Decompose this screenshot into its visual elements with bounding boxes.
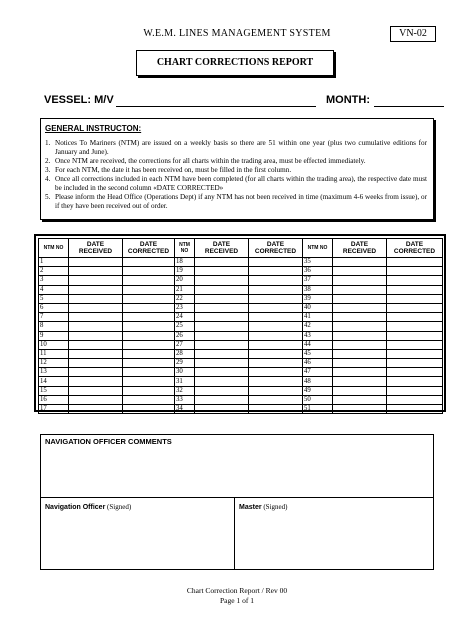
date-corrected-cell[interactable] [387, 322, 443, 331]
date-received-cell[interactable] [333, 322, 387, 331]
table-row [39, 395, 443, 404]
comments-signature-box [40, 434, 434, 570]
date-corrected-cell[interactable] [249, 405, 303, 414]
table-row [39, 258, 443, 267]
date-corrected-cell[interactable] [123, 331, 175, 340]
date-corrected-cell[interactable] [123, 313, 175, 322]
table-row [39, 313, 443, 322]
date-received-cell[interactable] [69, 377, 123, 386]
date-received-cell[interactable] [69, 405, 123, 414]
date-corrected-cell[interactable] [387, 267, 443, 276]
date-corrected-cell[interactable] [123, 322, 175, 331]
date-corrected-cell[interactable] [249, 267, 303, 276]
ntm-number-cell: 22 [175, 294, 195, 303]
date-received-cell[interactable] [333, 258, 387, 267]
date-received-cell[interactable] [69, 322, 123, 331]
table-row [39, 359, 443, 368]
ntm-number-cell: 32 [175, 386, 195, 395]
vessel-label: VESSEL: M/V [44, 94, 114, 106]
date-corrected-cell[interactable] [249, 331, 303, 340]
date-corrected-cell[interactable] [123, 386, 175, 395]
nav-officer-label: Navigation Officer [45, 504, 106, 511]
table-row [39, 405, 443, 414]
date-corrected-cell[interactable] [387, 395, 443, 404]
date-corrected-cell[interactable] [123, 285, 175, 294]
ntm-number-cell: 48 [303, 377, 333, 386]
signed-note: (Signed) [107, 503, 132, 511]
ntm-number-cell: 50 [303, 395, 333, 404]
date-received-cell[interactable] [195, 285, 249, 294]
ntm-number-cell: 4 [39, 285, 69, 294]
date-received-cell[interactable] [69, 303, 123, 312]
date-corrected-cell[interactable] [387, 359, 443, 368]
col-header-date-received: DATE RECEIVED [69, 239, 123, 258]
date-received-cell[interactable] [195, 368, 249, 377]
instructions-title: GENERAL INSTRUCTON: [45, 124, 142, 133]
page-footer [0, 586, 474, 606]
date-corrected-cell[interactable] [387, 331, 443, 340]
general-instructions-box: GENERAL INSTRUCTON: 1. Notices To Mariners (NTM) are issued on a weekly basis so there are 51 within one year (plus two cumulative editions for January and June). 2. Once NTM are received, the corrections for all charts within the trading area, must be effected immediately. 3. For each NTM, the date it has been received on, must be filled in the first column. 4. Once all corrections included in each NTM have been completed (for all charts within the trading area), the respective date must be included in the second column «DATE CORRECTED» 5. Please inform the Head Office (Operations Dept) if any NTM has not been received in time (maximum 4-6 weeks from issue), or if they have been received out of order. [40, 118, 434, 220]
date-corrected-cell[interactable] [123, 267, 175, 276]
date-received-cell[interactable] [333, 349, 387, 358]
table-row [39, 340, 443, 349]
ntm-number-cell: 51 [303, 405, 333, 414]
table-row [39, 276, 443, 285]
footer-doc-ref: Chart Correction Report / Rev 00 [186, 586, 288, 595]
date-received-cell[interactable] [195, 349, 249, 358]
ntm-number-cell: 27 [175, 340, 195, 349]
ntm-number-cell: 44 [303, 340, 333, 349]
date-received-cell[interactable] [333, 276, 387, 285]
ntm-number-cell: 13 [39, 368, 69, 377]
date-received-cell[interactable] [195, 386, 249, 395]
date-corrected-cell[interactable] [249, 285, 303, 294]
date-corrected-cell[interactable] [249, 313, 303, 322]
date-corrected-cell[interactable] [387, 405, 443, 414]
ntm-number-cell: 42 [303, 322, 333, 331]
date-received-cell[interactable] [195, 322, 249, 331]
table-row [39, 331, 443, 340]
date-received-cell[interactable] [333, 395, 387, 404]
date-corrected-cell[interactable] [123, 368, 175, 377]
ntm-number-cell: 3 [39, 276, 69, 285]
date-received-cell[interactable] [195, 405, 249, 414]
date-corrected-cell[interactable] [123, 349, 175, 358]
ntm-number-cell: 45 [303, 349, 333, 358]
ntm-number-cell: 20 [175, 276, 195, 285]
date-received-cell[interactable] [195, 276, 249, 285]
date-corrected-cell[interactable] [387, 303, 443, 312]
date-corrected-cell[interactable] [249, 258, 303, 267]
ntm-number-cell: 10 [39, 340, 69, 349]
date-corrected-cell[interactable] [249, 340, 303, 349]
master-signature[interactable] [239, 503, 287, 511]
comments-title: NAVIGATION OFFICER COMMENTS [45, 437, 172, 446]
date-corrected-cell[interactable] [123, 377, 175, 386]
ntm-number-cell: 40 [303, 303, 333, 312]
ntm-table-frame [34, 234, 446, 412]
master-label: Master [239, 504, 262, 511]
ntm-number-cell: 47 [303, 368, 333, 377]
date-received-cell[interactable] [195, 294, 249, 303]
ntm-number-cell: 14 [39, 377, 69, 386]
ntm-number-cell: 34 [175, 405, 195, 414]
date-received-cell[interactable] [333, 405, 387, 414]
date-received-cell[interactable] [333, 331, 387, 340]
ntm-number-cell: 28 [175, 349, 195, 358]
col-header-ntm-no: NTM NO [39, 239, 69, 258]
date-received-cell[interactable] [69, 359, 123, 368]
date-received-cell[interactable] [69, 258, 123, 267]
date-received-cell[interactable] [69, 294, 123, 303]
date-received-cell[interactable] [195, 377, 249, 386]
date-received-cell[interactable] [69, 368, 123, 377]
date-corrected-cell[interactable] [387, 285, 443, 294]
date-received-cell[interactable] [333, 368, 387, 377]
ntm-number-cell: 35 [303, 258, 333, 267]
date-corrected-cell[interactable] [387, 368, 443, 377]
signed-note: (Signed) [263, 503, 288, 511]
date-received-cell[interactable] [69, 276, 123, 285]
col-header-ntm-no: NTM NO [175, 239, 195, 258]
ntm-number-cell: 9 [39, 331, 69, 340]
ntm-number-cell: 1 [39, 258, 69, 267]
ntm-number-cell: 33 [175, 395, 195, 404]
date-received-cell[interactable] [333, 303, 387, 312]
date-received-cell[interactable] [195, 395, 249, 404]
date-corrected-cell[interactable] [249, 359, 303, 368]
ntm-table-body [39, 258, 443, 414]
date-received-cell[interactable] [333, 285, 387, 294]
date-corrected-cell[interactable] [123, 359, 175, 368]
ntm-number-cell: 19 [175, 267, 195, 276]
date-corrected-cell[interactable] [123, 395, 175, 404]
date-corrected-cell[interactable] [123, 340, 175, 349]
date-corrected-cell[interactable] [387, 294, 443, 303]
table-row [39, 377, 443, 386]
vessel-name-field[interactable] [116, 94, 316, 107]
date-corrected-cell[interactable] [123, 258, 175, 267]
date-corrected-cell[interactable] [387, 313, 443, 322]
ntm-number-cell: 15 [39, 386, 69, 395]
divider [234, 497, 235, 569]
ntm-number-cell: 49 [303, 386, 333, 395]
ntm-number-cell: 29 [175, 359, 195, 368]
ntm-number-cell: 43 [303, 331, 333, 340]
date-corrected-cell[interactable] [387, 349, 443, 358]
date-received-cell[interactable] [195, 359, 249, 368]
nav-officer-signature[interactable] [45, 503, 131, 511]
ntm-number-cell: 37 [303, 276, 333, 285]
ntm-number-cell: 17 [39, 405, 69, 414]
date-corrected-cell[interactable] [123, 405, 175, 414]
date-corrected-cell[interactable] [387, 340, 443, 349]
date-corrected-cell[interactable] [387, 276, 443, 285]
date-corrected-cell[interactable] [123, 303, 175, 312]
date-corrected-cell[interactable] [249, 395, 303, 404]
date-received-cell[interactable] [195, 267, 249, 276]
date-received-cell[interactable] [195, 303, 249, 312]
ntm-number-cell: 6 [39, 303, 69, 312]
date-received-cell[interactable] [69, 386, 123, 395]
footer-page-number: Page 1 of 1 [220, 596, 254, 605]
ntm-number-cell: 26 [175, 331, 195, 340]
col-header-date-corrected: DATE CORRECTED [249, 239, 303, 258]
ntm-number-cell: 46 [303, 359, 333, 368]
divider [41, 497, 433, 498]
date-received-cell[interactable] [333, 267, 387, 276]
date-received-cell[interactable] [69, 313, 123, 322]
ntm-number-cell: 18 [175, 258, 195, 267]
date-corrected-cell[interactable] [249, 349, 303, 358]
date-corrected-cell[interactable] [123, 294, 175, 303]
date-received-cell[interactable] [333, 340, 387, 349]
date-corrected-cell[interactable] [249, 368, 303, 377]
date-received-cell[interactable] [195, 313, 249, 322]
table-row [39, 368, 443, 377]
ntm-number-cell: 41 [303, 313, 333, 322]
date-received-cell[interactable] [333, 386, 387, 395]
date-corrected-cell[interactable] [123, 276, 175, 285]
ntm-number-cell: 31 [175, 377, 195, 386]
ntm-number-cell: 8 [39, 322, 69, 331]
date-received-cell[interactable] [333, 377, 387, 386]
date-received-cell[interactable] [195, 340, 249, 349]
form-code-box: VN-02 [390, 26, 436, 42]
table-row [39, 267, 443, 276]
date-received-cell[interactable] [333, 359, 387, 368]
date-received-cell[interactable] [333, 313, 387, 322]
date-corrected-cell[interactable] [249, 276, 303, 285]
ntm-number-cell: 36 [303, 267, 333, 276]
date-received-cell[interactable] [195, 331, 249, 340]
table-row [39, 303, 443, 312]
ntm-number-cell: 5 [39, 294, 69, 303]
table-header-row [39, 239, 443, 258]
date-corrected-cell[interactable] [249, 377, 303, 386]
col-header-date-corrected: DATE CORRECTED [123, 239, 175, 258]
ntm-number-cell: 30 [175, 368, 195, 377]
date-received-cell[interactable] [69, 395, 123, 404]
date-corrected-cell[interactable] [387, 386, 443, 395]
ntm-number-cell: 25 [175, 322, 195, 331]
date-corrected-cell[interactable] [249, 294, 303, 303]
date-corrected-cell[interactable] [387, 258, 443, 267]
date-corrected-cell[interactable] [249, 303, 303, 312]
col-header-date-corrected: DATE CORRECTED [387, 239, 443, 258]
table-row [39, 322, 443, 331]
ntm-number-cell: 7 [39, 313, 69, 322]
ntm-number-cell: 11 [39, 349, 69, 358]
col-header-date-received: DATE RECEIVED [195, 239, 249, 258]
ntm-number-cell: 24 [175, 313, 195, 322]
vessel-month-row [44, 94, 444, 112]
ntm-number-cell: 23 [175, 303, 195, 312]
date-received-cell[interactable] [333, 294, 387, 303]
date-corrected-cell[interactable] [387, 377, 443, 386]
date-corrected-cell[interactable] [249, 322, 303, 331]
ntm-number-cell: 39 [303, 294, 333, 303]
date-received-cell[interactable] [69, 349, 123, 358]
date-corrected-cell[interactable] [249, 386, 303, 395]
col-header-ntm-no: NTM NO [303, 239, 333, 258]
system-title: W.E.M. LINES MANAGEMENT SYSTEM [143, 28, 331, 39]
table-row [39, 386, 443, 395]
date-received-cell[interactable] [69, 285, 123, 294]
ntm-number-cell: 16 [39, 395, 69, 404]
date-received-cell[interactable] [69, 331, 123, 340]
date-received-cell[interactable] [69, 340, 123, 349]
month-label: MONTH: [326, 94, 370, 106]
date-received-cell[interactable] [195, 258, 249, 267]
report-title: CHART CORRECTIONS REPORT [136, 50, 334, 76]
table-row [39, 349, 443, 358]
table-row [39, 285, 443, 294]
col-header-date-received: DATE RECEIVED [333, 239, 387, 258]
table-row [39, 294, 443, 303]
ntm-number-cell: 38 [303, 285, 333, 294]
ntm-number-cell: 2 [39, 267, 69, 276]
ntm-number-cell: 12 [39, 359, 69, 368]
ntm-table [38, 238, 443, 414]
date-received-cell[interactable] [69, 267, 123, 276]
month-field[interactable] [374, 94, 444, 107]
ntm-number-cell: 21 [175, 285, 195, 294]
